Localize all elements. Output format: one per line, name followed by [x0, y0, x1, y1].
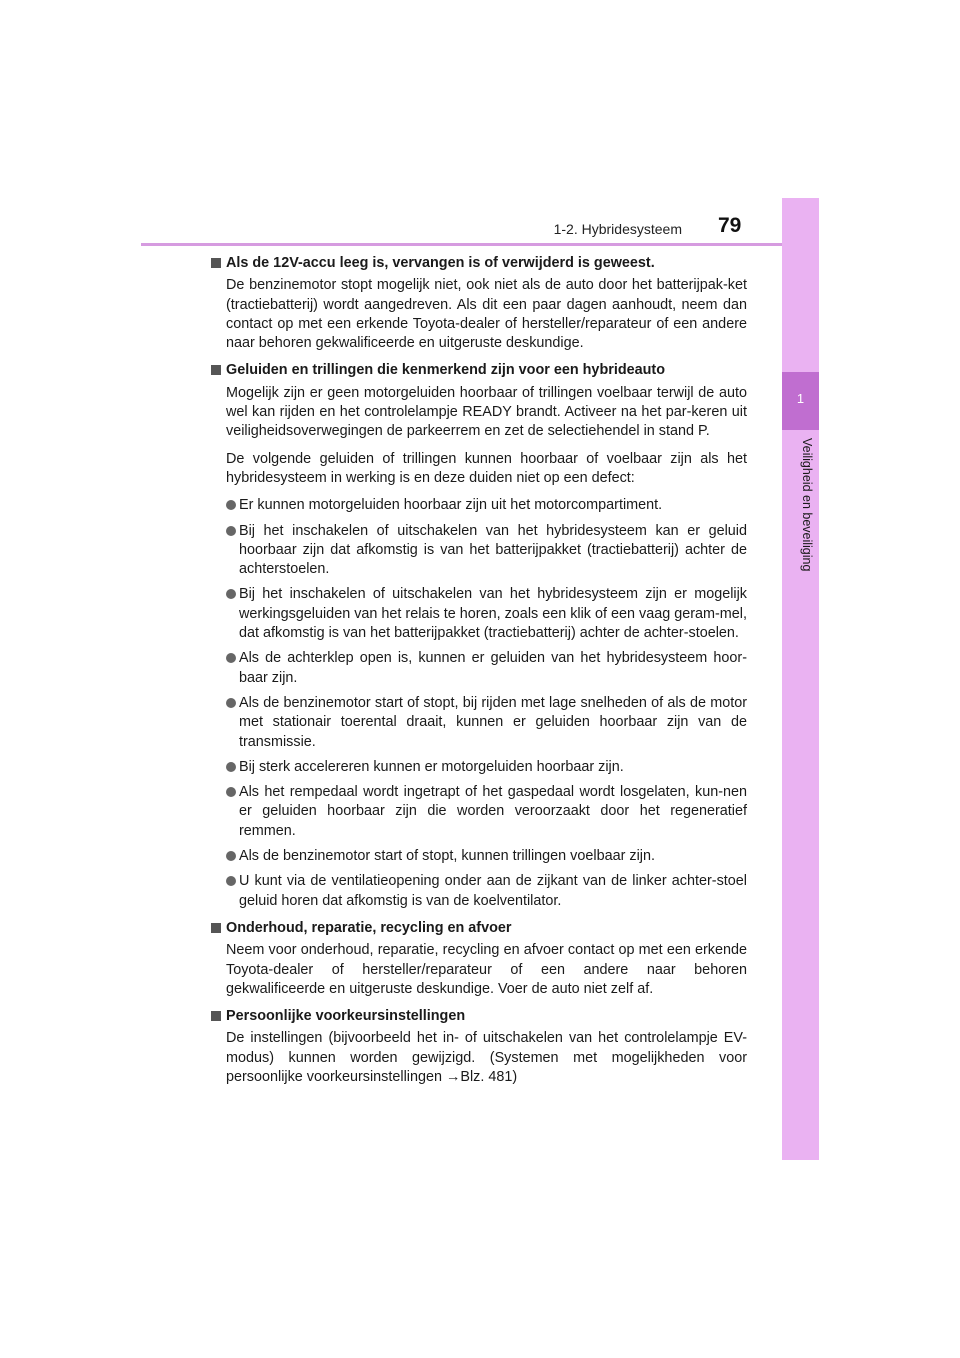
page-content [211, 254, 747, 1095]
round-bullet-icon [226, 698, 236, 708]
section-heading: Geluiden en trillingen die kenmerkend zijn voor een hybrideauto [211, 361, 747, 380]
section-personal-settings [211, 1007, 747, 1087]
section-heading: Persoonlijke voorkeursinstellingen [211, 1007, 747, 1026]
side-tab [782, 198, 819, 1160]
section-heading: Onderhoud, reparatie, recycling en afvoer [211, 919, 747, 938]
list-item: Als de benzinemotor start of stopt, kunnen trillingen voelbaar zijn. [211, 847, 747, 866]
square-bullet-icon [211, 923, 221, 933]
paragraph: De volgende geluiden of trillingen kunnen hoorbaar of voelbaar zijn als het hybridesysteem in werking is en deze duiden niet op een defect: [226, 450, 747, 486]
list-item: Bij het inschakelen of uitschakelen van het hybridesysteem zijn er mogelijk werkingsgeluiden van het relais te horen, zoals een klik of een vaag geram-mel, dat afkomstig is van het batterijpakket (tractiebatterij) achter de achter-stoelen. [211, 585, 747, 643]
round-bullet-icon [226, 526, 236, 536]
round-bullet-icon [226, 653, 236, 663]
section-12v-battery [211, 254, 747, 353]
square-bullet-icon [211, 1011, 221, 1021]
paragraph: Mogelijk zijn er geen motorgeluiden hoorbaar of trillingen voelbaar terwijl de auto wel kan rijden en het controlelampje READY brandt. Activeer na het par-keren uit veiligheidsoverwegingen de parkeerrem en zet de selectiehendel in stand P. [226, 384, 747, 440]
paragraph-with-page-reference[interactable]: De instellingen (bijvoorbeeld het in- of uitschakelen van het controlelampje EV-modus) kunnen worden gewijzigd. (Systemen met mogelijkheden voor persoonlijke voorkeursinstellingen →Blz. 481) [226, 1030, 747, 1085]
list-item: Als het rempedaal wordt ingetrapt of het gaspedaal wordt losgelaten, kun-nen er geluiden hoorbaar zijn die worden veroorzaakt door het regeneratief remmen. [211, 783, 747, 841]
list-item: Bij het inschakelen of uitschakelen van het hybridesysteem kan er geluid hoorbaar zijn dat afkomstig is van het batterijpakket (tractiebatterij) achter de achterstoelen. [211, 522, 747, 580]
section-maintenance [211, 919, 747, 999]
chapter-section-title: 1-2. Hybridesysteem [553, 221, 682, 237]
side-tab-chapter-label: Veiligheid en beveiliging [800, 438, 814, 572]
round-bullet-icon [226, 589, 236, 599]
square-bullet-icon [211, 258, 221, 268]
section-heading: Als de 12V-accu leeg is, vervangen is of verwijderd is geweest. [211, 254, 747, 273]
paragraph: Neem voor onderhoud, reparatie, recycling en afvoer contact op met een erkende Toyota-dealer of hersteller/reparateur of een andere naar behoren gekwalificeerde en uitgeruste deskundige. Voer de auto niet zelf af. [226, 942, 747, 997]
round-bullet-icon [226, 787, 236, 797]
list-item: Bij sterk accelereren kunnen er motorgeluiden hoorbaar zijn. [211, 758, 747, 777]
section-sounds-vibrations [211, 361, 747, 910]
page-number: 79 [718, 214, 742, 237]
square-bullet-icon [211, 365, 221, 375]
list-item: Als de achterklep open is, kunnen er geluiden van het hybridesysteem hoor-baar zijn. [211, 649, 747, 688]
list-item: U kunt via de ventilatieopening onder aan de zijkant van de linker achter-stoel geluid horen dat afkomstig is van de koelventilator. [211, 872, 747, 911]
round-bullet-icon [226, 500, 236, 510]
paragraph: De benzinemotor stopt mogelijk niet, ook niet als de auto door het batterijpak-ket (tractiebatterij) wordt aangedreven. Als dit een paar dagen aanhoudt, neem dan contact op met een erkende Toyota-dealer of hersteller/reparateur of een andere naar behoren gekwalificeerde en uitgeruste deskundige. [226, 277, 747, 352]
header-rule [141, 243, 819, 246]
round-bullet-icon [226, 851, 236, 861]
side-tab-chapter-number: 1 [796, 391, 805, 406]
round-bullet-icon [226, 876, 236, 886]
round-bullet-icon [226, 762, 236, 772]
list-item: Als de benzinemotor start of stopt, bij rijden met lage snelheden of als de motor met stationair toerental draait, kunnen er geluiden hoorbaar zijn van de transmissie. [211, 694, 747, 752]
list-item: Er kunnen motorgeluiden hoorbaar zijn uit het motorcompartiment. [211, 496, 747, 515]
